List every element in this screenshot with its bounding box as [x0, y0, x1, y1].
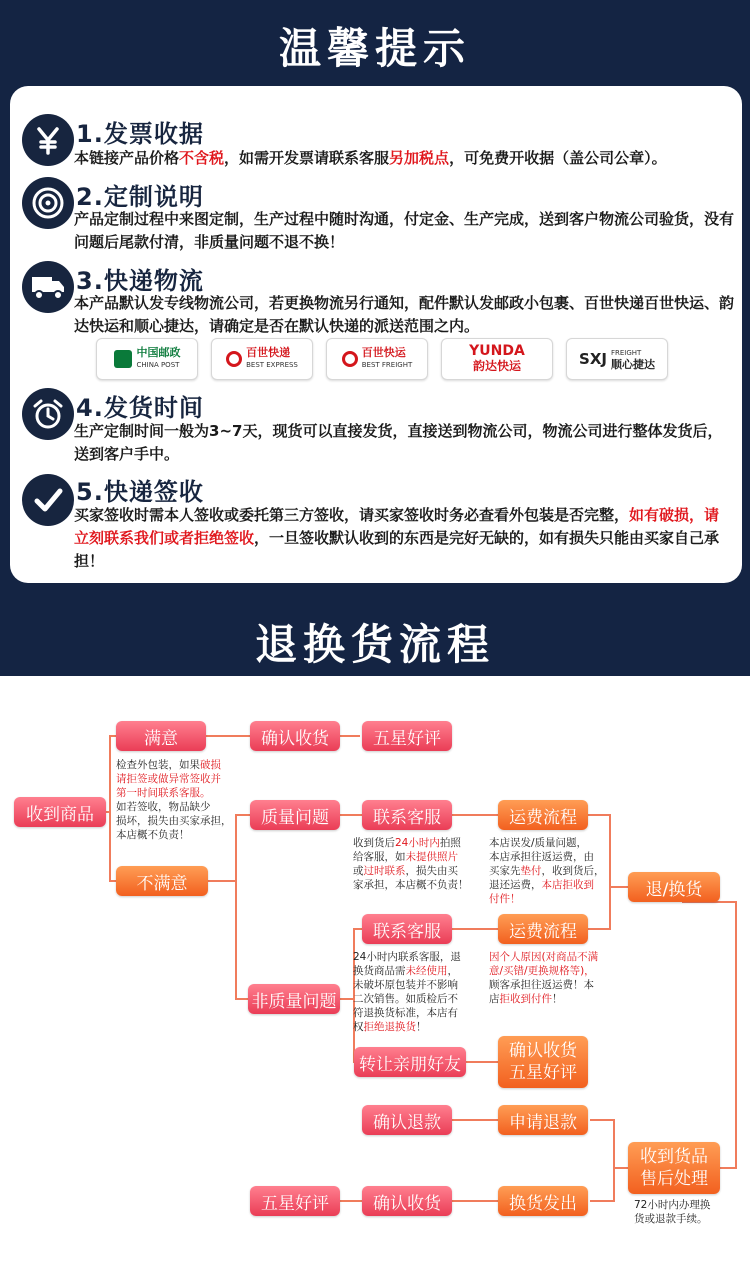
- body-text: ，如需开发票请联系客服: [224, 149, 390, 167]
- logo-main: YUNDA: [469, 343, 525, 359]
- note-text: 符退换货标准，本店有: [353, 1007, 458, 1019]
- note-text: 未破坏原包装并不影响: [353, 979, 458, 991]
- shunxin-emblem-icon: SXJ: [579, 350, 607, 368]
- node-five-star-1: 五星好评: [362, 721, 452, 751]
- note-text: 买家先: [489, 865, 521, 877]
- notice-heading: 3.快递物流: [76, 267, 204, 295]
- node-return-exchange: 退/换货: [628, 872, 720, 902]
- best-emblem-icon: [342, 351, 358, 367]
- truck-icon: [22, 261, 74, 313]
- note-text: 二次销售。如质检后不: [353, 993, 458, 1005]
- node-confirm-receipt-1: 确认收货: [250, 721, 340, 751]
- highlight-text: 未提供照片: [405, 851, 458, 863]
- note-line: [489, 950, 598, 964]
- note-text: 如若签收，物品缺少: [116, 801, 211, 813]
- note-text: 或: [353, 865, 364, 877]
- note-line: [489, 850, 605, 864]
- courier-logos: [96, 338, 676, 380]
- note-text: ，: [447, 965, 458, 977]
- logo-sub: CHINA POST: [136, 361, 180, 369]
- note-text: 给客服，如: [353, 851, 406, 863]
- node-shipping-flow-1: 运费流程: [498, 800, 588, 830]
- node-confirm-refund: 确认退款: [362, 1105, 452, 1135]
- logo-main: 百世快递: [246, 346, 291, 359]
- body-text: 本产品默认发专线物流公司，若更换物流另行通知，配件默认发邮政小包裹、百世快递百世快运、韵达快运和顺心捷达，请确定是否在默认快递的派送范围之内。: [74, 294, 735, 335]
- note-line: [353, 836, 469, 850]
- note-line: [353, 1020, 461, 1034]
- notice-heading: 2.定制说明: [76, 183, 204, 211]
- notice-title: 温馨提示: [278, 24, 471, 73]
- logo-main: 中国邮政: [136, 346, 181, 359]
- note-text: 72小时内办理换: [634, 1199, 711, 1211]
- note-nonquality-contact: [353, 950, 461, 1034]
- note-line: [489, 864, 605, 878]
- node-line: 确认收货: [509, 1041, 577, 1061]
- logo-shunxin: [566, 338, 668, 380]
- node-five-star-2: 五星好评: [250, 1186, 340, 1216]
- note-line: [116, 786, 232, 800]
- node-confirm-receipt-2: 确认收货: [362, 1186, 452, 1216]
- note-line: [489, 878, 605, 892]
- node-apply-refund: 申请退款: [498, 1105, 588, 1135]
- node-line: 收到货品: [640, 1147, 708, 1167]
- note-text: 顾客承担往返运费！本: [489, 979, 594, 991]
- notice-heading: 5.快递签收: [76, 478, 204, 506]
- highlight-text: 本店拒收到: [541, 879, 594, 891]
- note-text: 拍照: [439, 837, 461, 849]
- logo-sub: BEST EXPRESS: [246, 361, 298, 369]
- highlight-text: 破损: [200, 759, 221, 771]
- note-line: [116, 758, 232, 772]
- note-text: ！: [552, 993, 563, 1005]
- note-line: [353, 1006, 461, 1020]
- highlight-text: 如有破损，请立刻联系我们或者拒绝签收: [74, 506, 720, 547]
- notice-body: [74, 420, 734, 466]
- note-line: [353, 992, 461, 1006]
- highlight-text: 因个人原因(对商品不满: [489, 951, 599, 963]
- note-line: [489, 992, 598, 1006]
- node-satisfied: 满意: [116, 721, 206, 751]
- note-text: ，损失由买: [405, 865, 458, 877]
- note-text: ！: [416, 1021, 427, 1033]
- note-text: 本店误发/质量问题，: [489, 837, 588, 849]
- logo-sub: FREIGHT: [610, 349, 642, 357]
- notice-body: [74, 208, 734, 254]
- note-line: [353, 950, 461, 964]
- note-text: 权: [353, 1021, 364, 1033]
- note-text: 本店概不负责！: [116, 829, 190, 841]
- highlight-text: 垫付: [520, 865, 542, 877]
- note-line: [353, 864, 469, 878]
- logo-main: 顺心捷达: [610, 358, 655, 371]
- highlight-text: 请拒签或做异常签收并: [116, 773, 221, 785]
- note-text: ，收到货后，: [541, 865, 605, 877]
- notice-card: [10, 86, 742, 583]
- note-line: [489, 892, 605, 906]
- note-line: [489, 964, 598, 978]
- logo-best-freight: [326, 338, 428, 380]
- note-line: [489, 836, 605, 850]
- note-line: [116, 772, 232, 786]
- note-text: 本店承担往返运费，由: [489, 851, 594, 863]
- note-line: [353, 978, 461, 992]
- body-text: 生产定制时间一般为3~7天，现货可以直接发货，直接送到物流公司，物流公司进行整体发货后，送到客户手中。: [74, 422, 723, 463]
- note-line: [116, 814, 232, 828]
- yen-icon: [22, 114, 74, 166]
- node-non-quality-issue: 非质量问题: [248, 984, 340, 1014]
- logo-main: 百世快运: [361, 346, 406, 359]
- highlight-text: 拒绝退换货: [363, 1021, 416, 1033]
- notice-heading: 1.发票收据: [76, 120, 204, 148]
- node-dissatisfied: 不满意: [116, 866, 208, 896]
- china-post-emblem-icon: [114, 350, 132, 368]
- node-contact-service-2: 联系客服: [362, 914, 452, 944]
- note-line: [634, 1212, 710, 1226]
- alarm-clock-icon: [22, 388, 74, 440]
- notice-body: [74, 504, 734, 573]
- note-inspect: [116, 758, 232, 842]
- highlight-text: 拒收到付件: [499, 993, 552, 1005]
- note-line: [634, 1198, 710, 1212]
- node-contact-service-1: 联系客服: [362, 800, 452, 830]
- logo-yunda: [441, 338, 553, 380]
- node-exchange-ship: 换货发出: [498, 1186, 588, 1216]
- node-quality-issue: 质量问题: [250, 800, 340, 830]
- note-text: 收到货后: [353, 837, 395, 849]
- logo-sub: BEST FREIGHT: [361, 361, 413, 369]
- note-text: 店: [489, 993, 500, 1005]
- return-flow-chart: [0, 676, 750, 1268]
- logo-china-post: [96, 338, 198, 380]
- highlight-text: 不含税: [179, 149, 225, 167]
- node-shipping-flow-2: 运费流程: [498, 914, 588, 944]
- highlight-text: 付件！: [489, 893, 521, 905]
- node-after-sale: [628, 1142, 720, 1194]
- note-line: [353, 878, 469, 892]
- notice-heading: 4.发货时间: [76, 394, 204, 422]
- target-icon: [22, 177, 74, 229]
- highlight-text: 第一时间联系客服。: [116, 787, 211, 799]
- body-text: ，一旦签收默认收到的东西是完好无缺的，如有损失只能由买家自己承担！: [74, 529, 720, 570]
- node-transfer-friends: 转让亲朋好友: [354, 1047, 466, 1077]
- note-after-sale: [634, 1198, 710, 1226]
- note-line: [489, 978, 598, 992]
- note-quality-contact: [353, 836, 469, 892]
- note-nonquality-shipping: [489, 950, 598, 1006]
- body-text: 本链接产品价格: [74, 149, 180, 167]
- highlight-text: 过时联系: [363, 865, 406, 877]
- node-line: 售后处理: [640, 1169, 708, 1189]
- node-confirm-five-star: [498, 1036, 588, 1088]
- note-line: [353, 850, 469, 864]
- highlight-text: 意/买错/更换规格等)，: [489, 965, 595, 977]
- note-text: 家承担，本店概不负责！: [353, 879, 469, 891]
- best-emblem-icon: [226, 351, 242, 367]
- logo-best-express: [211, 338, 313, 380]
- body-text: 产品定制过程中来图定制，生产过程中随时沟通，付定金、生产完成，送到客户物流公司验货，没有问题后尾款付清，非质量问题不退不换！: [74, 210, 735, 251]
- node-receive: 收到商品: [14, 797, 106, 827]
- note-line: [353, 964, 461, 978]
- highlight-text: 未经使用: [405, 965, 448, 977]
- note-text: 货或退款手续。: [634, 1213, 708, 1225]
- note-line: [116, 828, 232, 842]
- note-text: 检查外包装，如果: [116, 759, 200, 771]
- note-quality-shipping: [489, 836, 605, 906]
- note-text: 退还运费，: [489, 879, 542, 891]
- logo-sub: 韵达快运: [472, 359, 521, 373]
- note-text: 24小时内联系客服，退: [353, 951, 461, 963]
- highlight-text: 另加税点: [389, 149, 450, 167]
- body-text: ，可免费开收据（盖公司公章）。: [449, 149, 667, 167]
- note-line: [116, 800, 232, 814]
- note-text: 换货商品需: [353, 965, 406, 977]
- note-text: 损坏，损失由买家承担，: [116, 815, 232, 827]
- notice-body: [74, 147, 734, 170]
- flow-title: 退换货流程: [254, 620, 495, 669]
- highlight-text: 24小时内: [395, 837, 440, 849]
- node-line: 五星好评: [509, 1063, 577, 1083]
- checkmark-icon: [22, 474, 74, 526]
- body-text: 买家签收时需本人签收或委托第三方签收，请买家签收时务必查看外包装是否完整，: [74, 506, 630, 524]
- notice-body: [74, 292, 734, 338]
